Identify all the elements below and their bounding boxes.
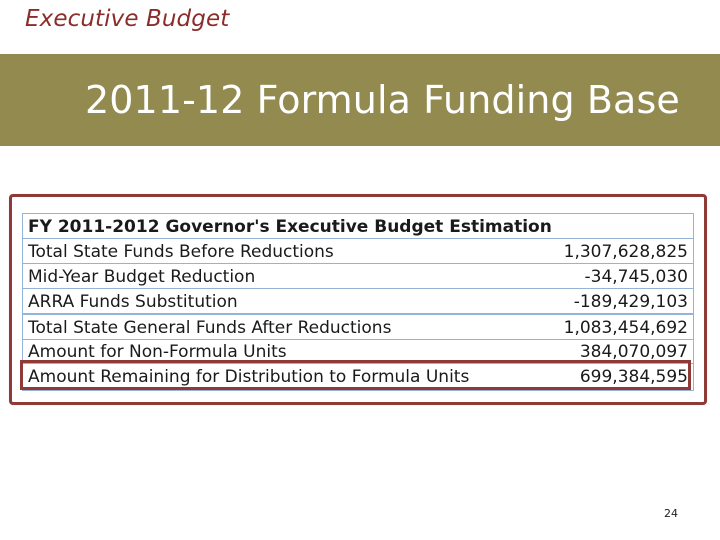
row-value: -189,429,103 [573,292,688,312]
table-row [23,264,693,289]
row-label: Mid-Year Budget Reduction [28,267,256,287]
page-number: 24 [664,507,678,520]
row-value: -34,745,030 [584,267,688,287]
section-label: Executive Budget [25,6,230,32]
table-row [23,289,693,314]
row-label: ARRA Funds Substitution [28,292,238,312]
row-label: Total State General Funds After Reductions [28,318,392,338]
row-label: Total State Funds Before Reductions [28,242,334,262]
table-row [23,314,693,340]
row-value: 384,070,097 [579,342,688,362]
table-row [23,339,693,364]
row-label: Amount for Non-Formula Units [28,342,287,362]
table-row-highlighted [23,364,693,388]
budget-table [22,213,694,391]
row-label: Amount Remaining for Distribution to Formula Units [28,367,470,387]
table-heading: FY 2011-2012 Governor's Executive Budget Estimation [28,217,552,237]
table-row [23,239,693,264]
row-value: 1,083,454,692 [563,318,688,338]
row-value: 1,307,628,825 [563,242,688,262]
row-value: 699,384,595 [579,367,688,387]
table-header-row [23,214,693,239]
slide-title: 2011-12 Formula Funding Base [85,78,680,122]
